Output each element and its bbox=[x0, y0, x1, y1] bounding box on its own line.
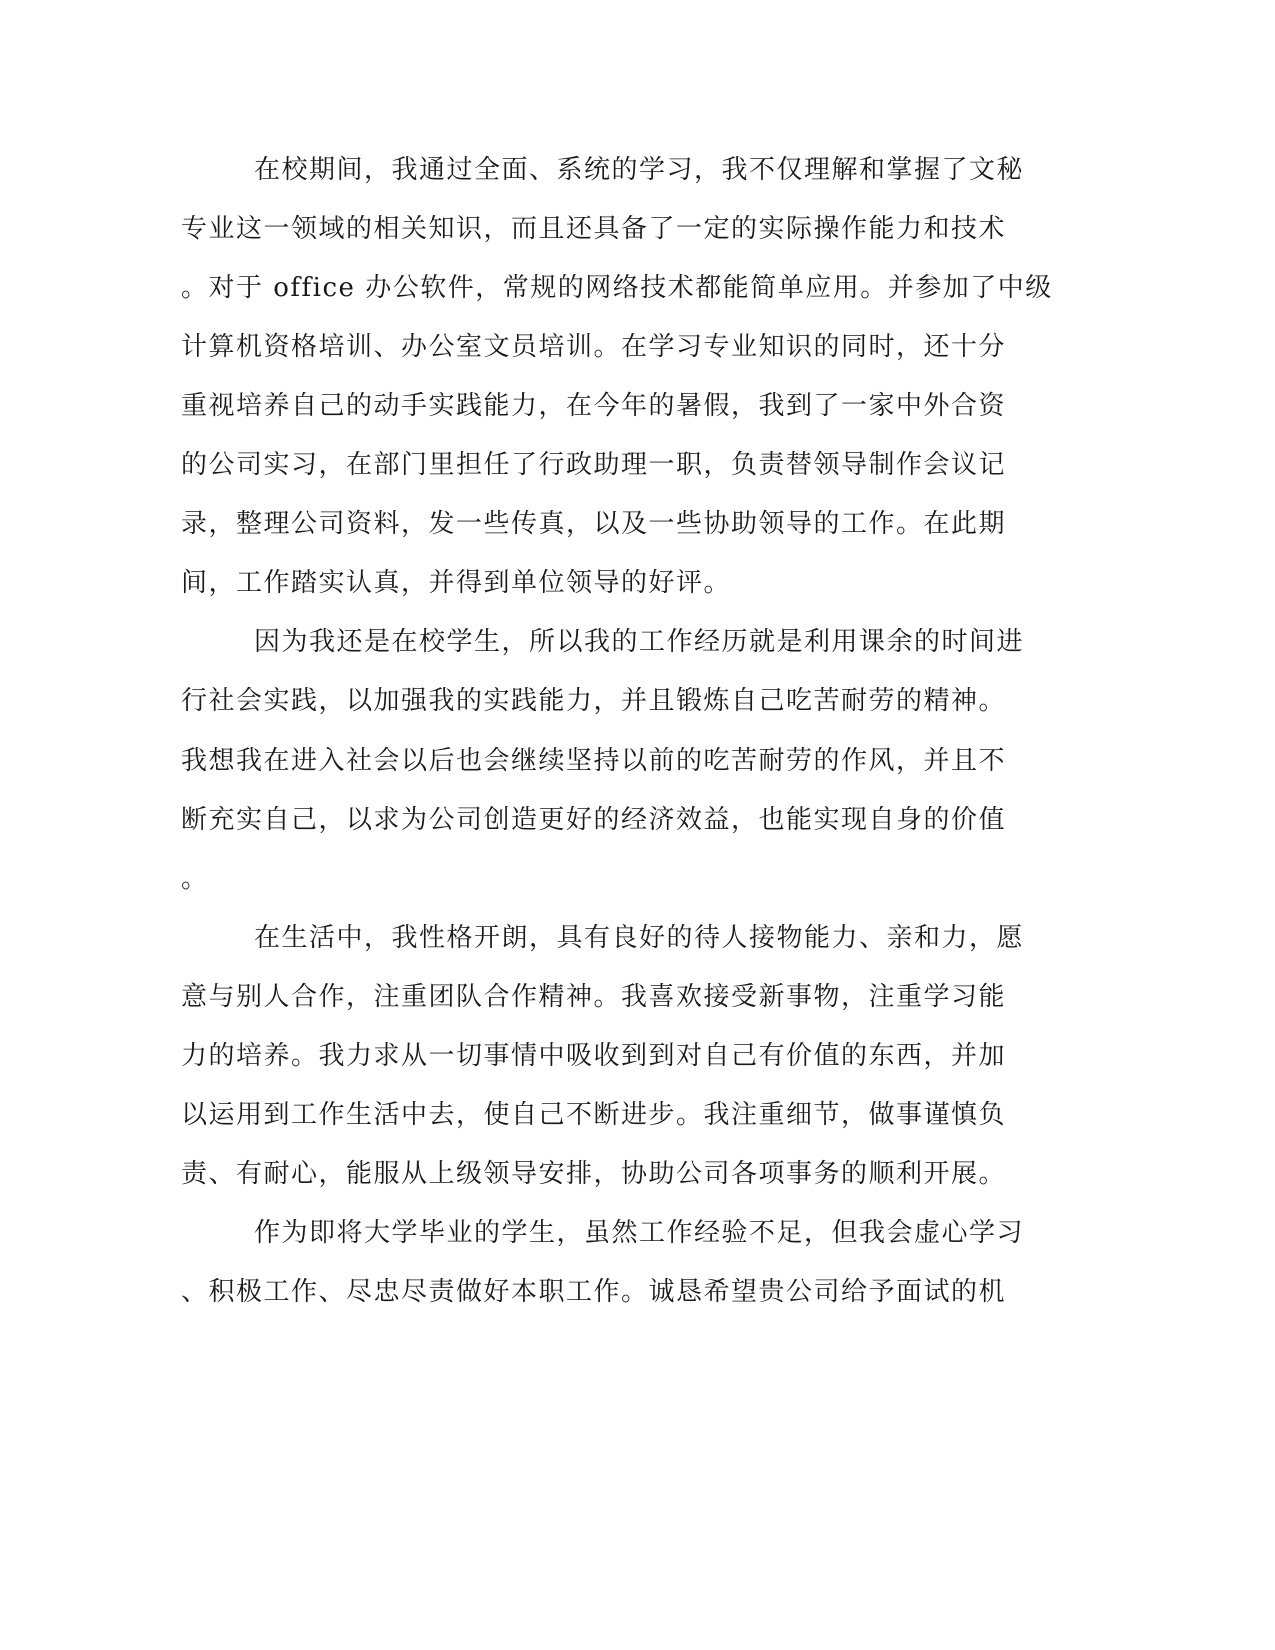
text-line: 、积极工作、尽忠尽责做好本职工作。诚恳希望贵公司给予面试的机 bbox=[181, 1276, 1007, 1307]
text-line: 重视培养自己的动手实践能力，在今年的暑假，我到了一家中外合资 bbox=[181, 391, 1007, 422]
text-line: 专业这一领域的相关知识，而且还具备了一定的实际操作能力和技术 bbox=[181, 214, 1007, 245]
text-line: 责、有耐心，能服从上级领导安排，协助公司各项事务的顺利开展。 bbox=[181, 1158, 1007, 1189]
text-line: 在校期间，我通过全面、系统的学习，我不仅理解和掌握了文秘 bbox=[254, 155, 1025, 185]
text-line: 录，整理公司资料，发一些传真，以及一些协助领导的工作。在此期 bbox=[181, 509, 1007, 540]
text-line: 计算机资格培训、办公室文员培训。在学习专业知识的同时，还十分 bbox=[181, 332, 1007, 363]
text-line: 的公司实习，在部门里担任了行政助理一职，负责替领导制作会议记 bbox=[181, 450, 1007, 481]
text-line: 作为即将大学毕业的学生，虽然工作经验不足，但我会虚心学习 bbox=[254, 1217, 1025, 1248]
text-line: 间，工作踏实认真，并得到单位领导的好评。 bbox=[181, 568, 732, 599]
text-line: 行社会实践，以加强我的实践能力，并且锻炼自己吃苦耐劳的精神。 bbox=[181, 686, 1007, 717]
text-line: 我想我在进入社会以后也会继续坚持以前的吃苦耐劳的作风，并且不 bbox=[181, 745, 1007, 776]
text-line: 力的培养。我力求从一切事情中吸收到到对自己有价值的东西，并加 bbox=[181, 1040, 1007, 1071]
text-line: 因为我还是在校学生，所以我的工作经历就是利用课余的时间进 bbox=[254, 627, 1025, 658]
text-line: 意与别人合作，注重团队合作精神。我喜欢接受新事物，注重学习能 bbox=[181, 981, 1007, 1012]
text-line: 以运用到工作生活中去，使自己不断进步。我注重细节，做事谨慎负 bbox=[181, 1099, 1007, 1130]
text-line: 断充实自己，以求为公司创造更好的经济效益，也能实现自身的价值 bbox=[181, 804, 1007, 835]
text-line: 。对于 office 办公软件，常规的网络技术都能简单应用。并参加了中级 bbox=[181, 273, 1053, 304]
text-line: 。 bbox=[181, 863, 209, 894]
text-line: 在生活中，我性格开朗，具有良好的待人接物能力、亲和力，愿 bbox=[254, 922, 1025, 953]
